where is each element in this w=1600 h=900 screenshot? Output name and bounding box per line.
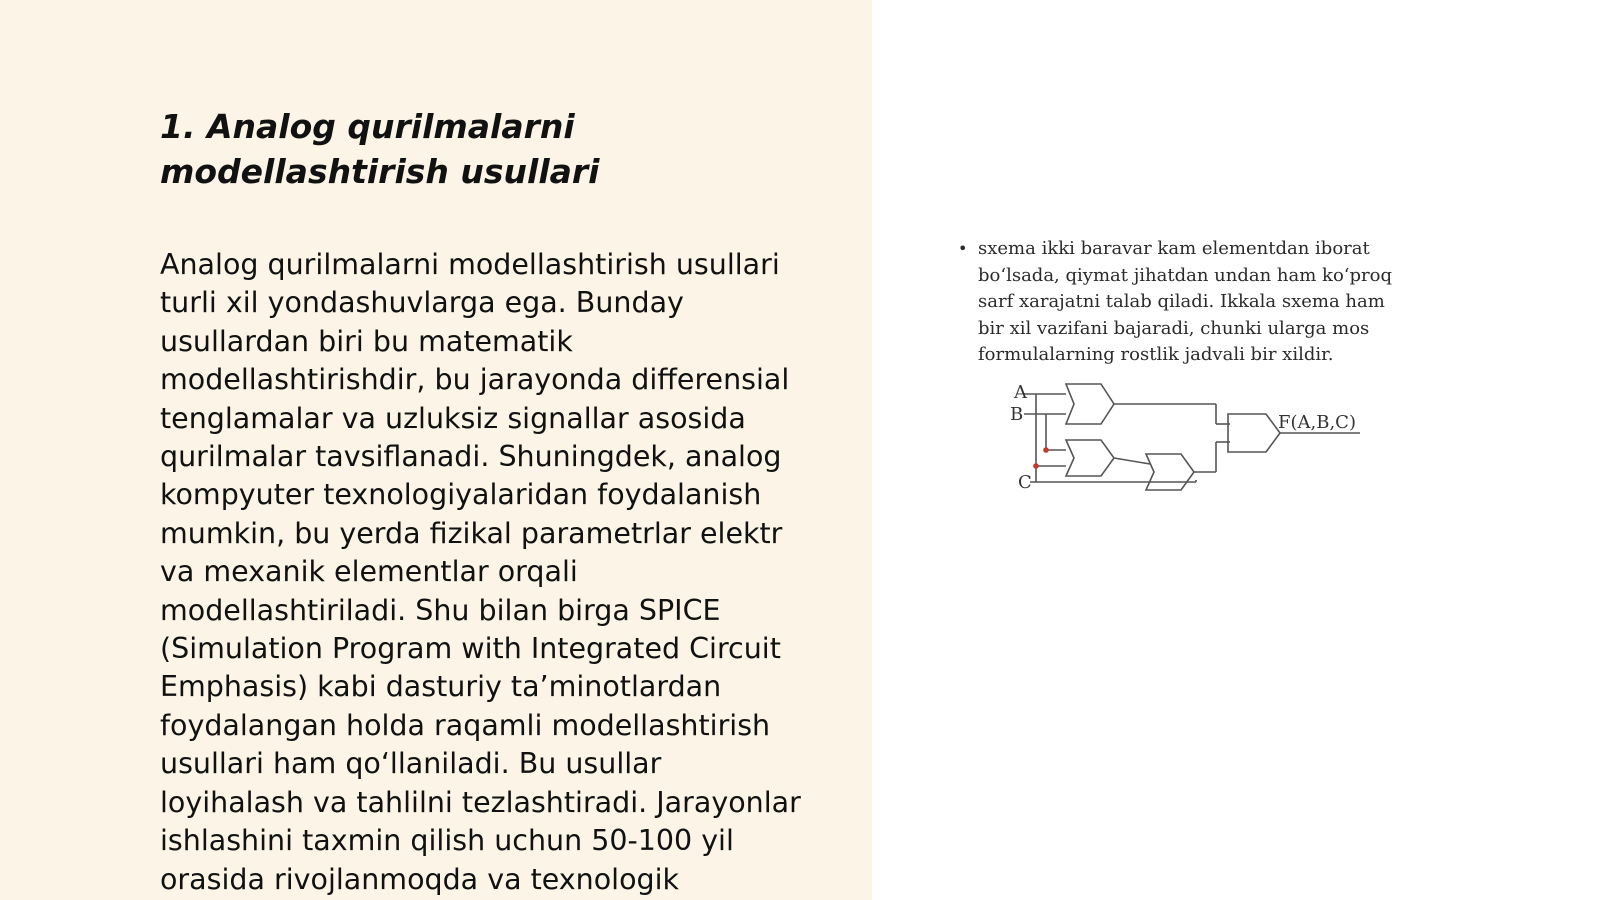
body-line: turli xil yondashuvlarga ega. Bunday bbox=[160, 286, 684, 320]
bottom-gate-icon bbox=[1146, 454, 1194, 490]
body-paragraph bbox=[160, 246, 840, 899]
wire-gate2-to-gate3 bbox=[1114, 458, 1150, 464]
bullet-line: bo‘lsada, qiymat jihatdan undan ham ko‘proq bbox=[978, 264, 1392, 286]
body-line: usullardan biri bu matematik bbox=[160, 324, 573, 358]
body-line: usullari ham qo‘llaniladi. Bu usullar bbox=[160, 747, 662, 781]
bullet-line: sarf xarajatni talab qiladi. Ikkala sxema ham bbox=[978, 291, 1385, 312]
input-label-b: B bbox=[1010, 404, 1024, 425]
body-line: qurilmalar tavsiflanadi. Shuningdek, analog bbox=[160, 440, 782, 474]
body-line: Analog qurilmalarni modellashtirish usullari bbox=[160, 248, 780, 281]
junction-dot-icon bbox=[1043, 447, 1049, 453]
body-line: loyihalash va tahlilni tezlashtiradi. Jarayonlar bbox=[160, 785, 801, 819]
body-line: Emphasis) kabi dasturiy ta’minotlardan bbox=[160, 670, 722, 704]
body-line: kompyuter texnologiyalaridan foydalanish bbox=[160, 478, 762, 512]
slide-title-line: modellashtirish usullari bbox=[160, 152, 600, 191]
bullet-dot-icon: • bbox=[958, 239, 968, 258]
bullet-line: bir xil vazifani bajaradi, chunki ularga mos bbox=[978, 317, 1370, 339]
input-label-c: C bbox=[1018, 472, 1032, 493]
body-line: mumkin, bu yerda fizikal parametrlar elektr bbox=[160, 516, 783, 550]
slide-title bbox=[160, 104, 820, 194]
junction-dot-icon bbox=[1033, 463, 1039, 469]
body-line: modellashtiriladi. Shu bilan birga SPICE bbox=[160, 593, 721, 627]
body-line: (Simulation Program with Integrated Circuit bbox=[160, 632, 781, 666]
body-line: orasida rivojlanmoqda va texnologik bbox=[160, 862, 680, 896]
body-line: tenglamalar va uzluksiz signallar asosida bbox=[160, 401, 746, 435]
top-gate-icon bbox=[1066, 384, 1114, 424]
slide-title-line: 1. Analog qurilmalarni bbox=[160, 107, 575, 146]
output-gate-icon bbox=[1228, 414, 1280, 452]
body-line: va mexanik elementlar orqali bbox=[160, 555, 578, 589]
bullet-line: formulalarning rostlik jadvali bir xildir. bbox=[978, 344, 1334, 365]
input-label-a: A bbox=[1014, 382, 1027, 403]
middle-gate-icon bbox=[1066, 440, 1114, 476]
logic-circuit-diagram bbox=[1010, 382, 1396, 504]
bullet-line: sxema ikki baravar kam elementdan iborat bbox=[978, 238, 1370, 259]
output-label: F(A,B,C) bbox=[1278, 412, 1356, 433]
body-line: modellashtirishdir, bu jarayonda differensial bbox=[160, 363, 790, 397]
figure-bullet-text bbox=[958, 236, 1418, 369]
body-line: foydalangan holda raqamli modellashtirish bbox=[160, 708, 771, 742]
body-line: ishlashini taxmin qilish uchun 50-100 yil bbox=[160, 824, 734, 858]
